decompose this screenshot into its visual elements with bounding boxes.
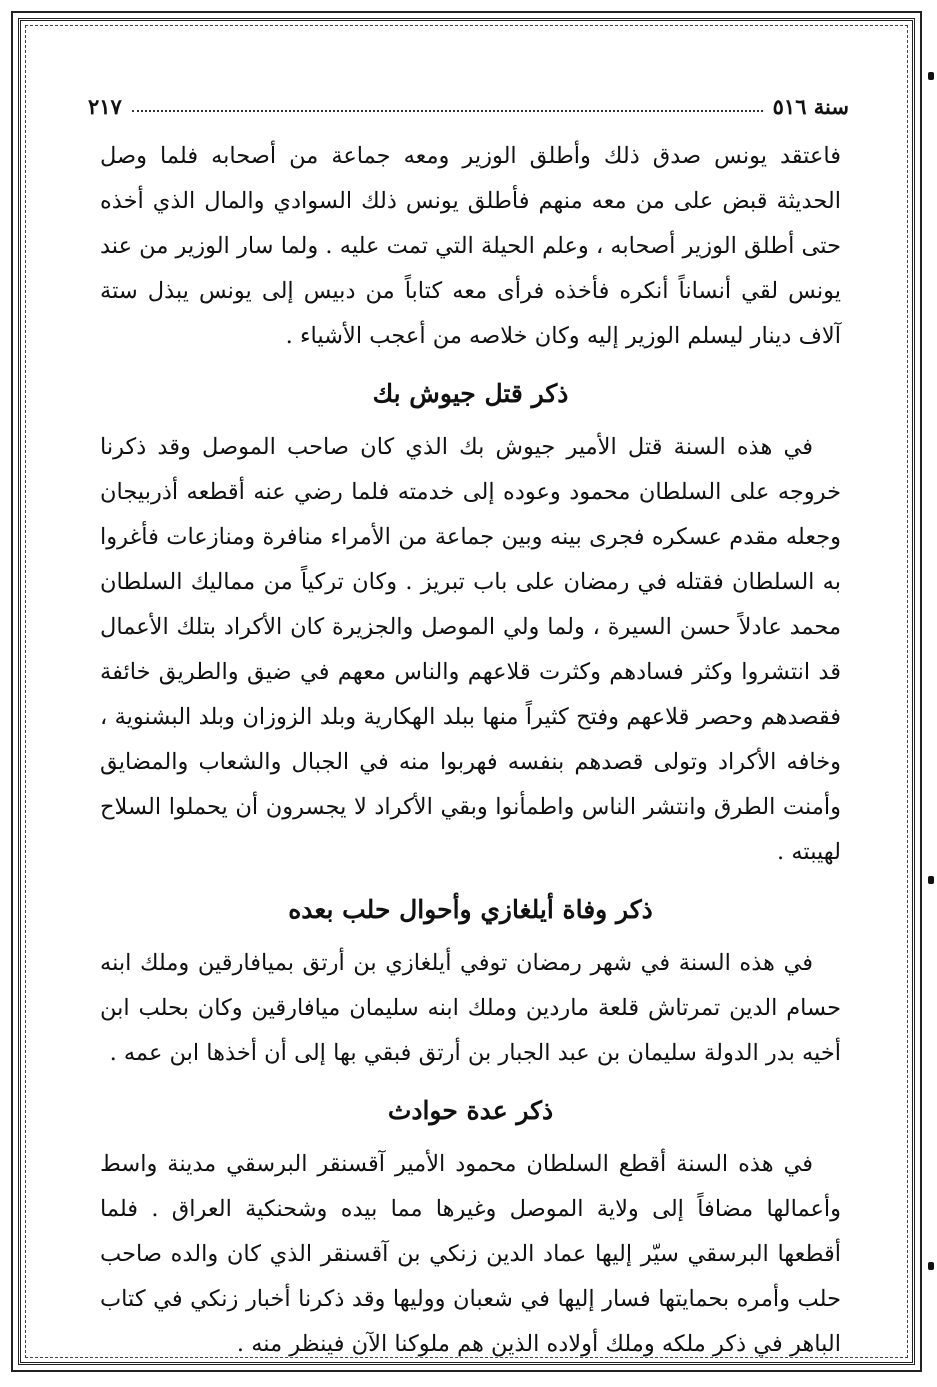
paragraph-ilghazi: في هذه السنة في شهر رمضان توفي أيلغازي بن أرتق بميافارقين وملك ابنه حسام الدين تمرتاش قلعة ماردين وملك ابنه سليمان ميافارقين وكان بحلب ابن أخيه بدر الدولة سليمان بن عبد الجبار بن أرتق فبقي بها إلى أن أخذها ابن عمه . (100, 950, 841, 1066)
page-body (100, 134, 841, 1367)
margin-mark (928, 876, 934, 884)
margin-mark (928, 1262, 934, 1270)
paragraph-jiyush-bek: في هذه السنة قتل الأمير جيوش بك الذي كان صاحب الموصل وقد ذكرنا خروجه على السلطان محمود وعوده إلى خدمته فلما رضي عنه أقطعه أذربيجان وجعله مقدم عسكره فجرى بينه وبين جماعة من الأمراء منافرة ومنازعات فأغروا به السلطان فقتله في رمضان على باب تبريز . وكان تركياً من مماليك السلطان محمد عادلاً حسن السيرة ، ولما ولي الموصل والجزيرة كان الأكراد بتلك الأعمال قد انتشروا وكثر فسادهم وكثرت قلاعهم والناس معهم في ضيق والطريق خائفة فقصدهم وحصر قلاعهم وفتح كثيراً منها ببلد الهكارية وبلد الزوزان وبلد البشنوية ، وخافه الأكراد وتولى قصدهم بنفسه فهربوا منه في الجبال والشعاب والمضايق وأمنت الطرق وانتشر الناس واطمأنوا وبقي الأكراد لا يجسرون أن يحملوا السلاح لهيبته . (100, 434, 841, 865)
section-heading-events: ذكر عدة حوادث (387, 1096, 554, 1125)
page-header (88, 88, 849, 124)
paragraph-continuation: فاعتقد يونس صدق ذلك وأطلق الوزير ومعه جماعة من أصحابه فلما وصل الحديثة قبض على من معه منهم فأطلق يونس ذلك السوادي والمال الذي أخذه حتى أطلق الوزير أصحابه ، وعلم الحيلة التي تمت عليه . ولما سار الوزير من عند يونس لقي أنساناً أنكره فأخذه فرأى معه كتاباً من دبيس إلى يونس يبذل ستة آلاف دينار ليسلم الوزير إليه وكان خلاصه من أعجب الأشياء . (100, 143, 841, 349)
section-heading-jiyush-bek: ذكر قتل جيوش بك (372, 379, 569, 408)
running-head-year: سنة ٥١٦ (772, 93, 849, 119)
margin-mark (928, 72, 934, 80)
section-heading-ilghazi: ذكر وفاة أيلغازي وأحوال حلب بعده (288, 895, 653, 924)
header-dot-leader (132, 110, 763, 112)
paragraph-events: في هذه السنة أقطع السلطان محمود الأمير آقسنقر البرسقي مدينة واسط وأعمالها مضافاً إلى ولاية الموصل وغيرها مما بيده وشحنكية العراق . فلما أقطعها البرسقي سيّر إليها عماد الدين زنكي بن آقسنقر الذي كان والده صاحب حلب وأمره بحمايتها فسار إليها في شعبان ووليها وقد ذكرنا أخبار زنكي في كتاب الباهر في ذكر ملكه وملك أولاده الذين هم ملوكنا الآن فينظر منه . (100, 1151, 841, 1357)
page-number: ٢١٧ (88, 93, 122, 119)
